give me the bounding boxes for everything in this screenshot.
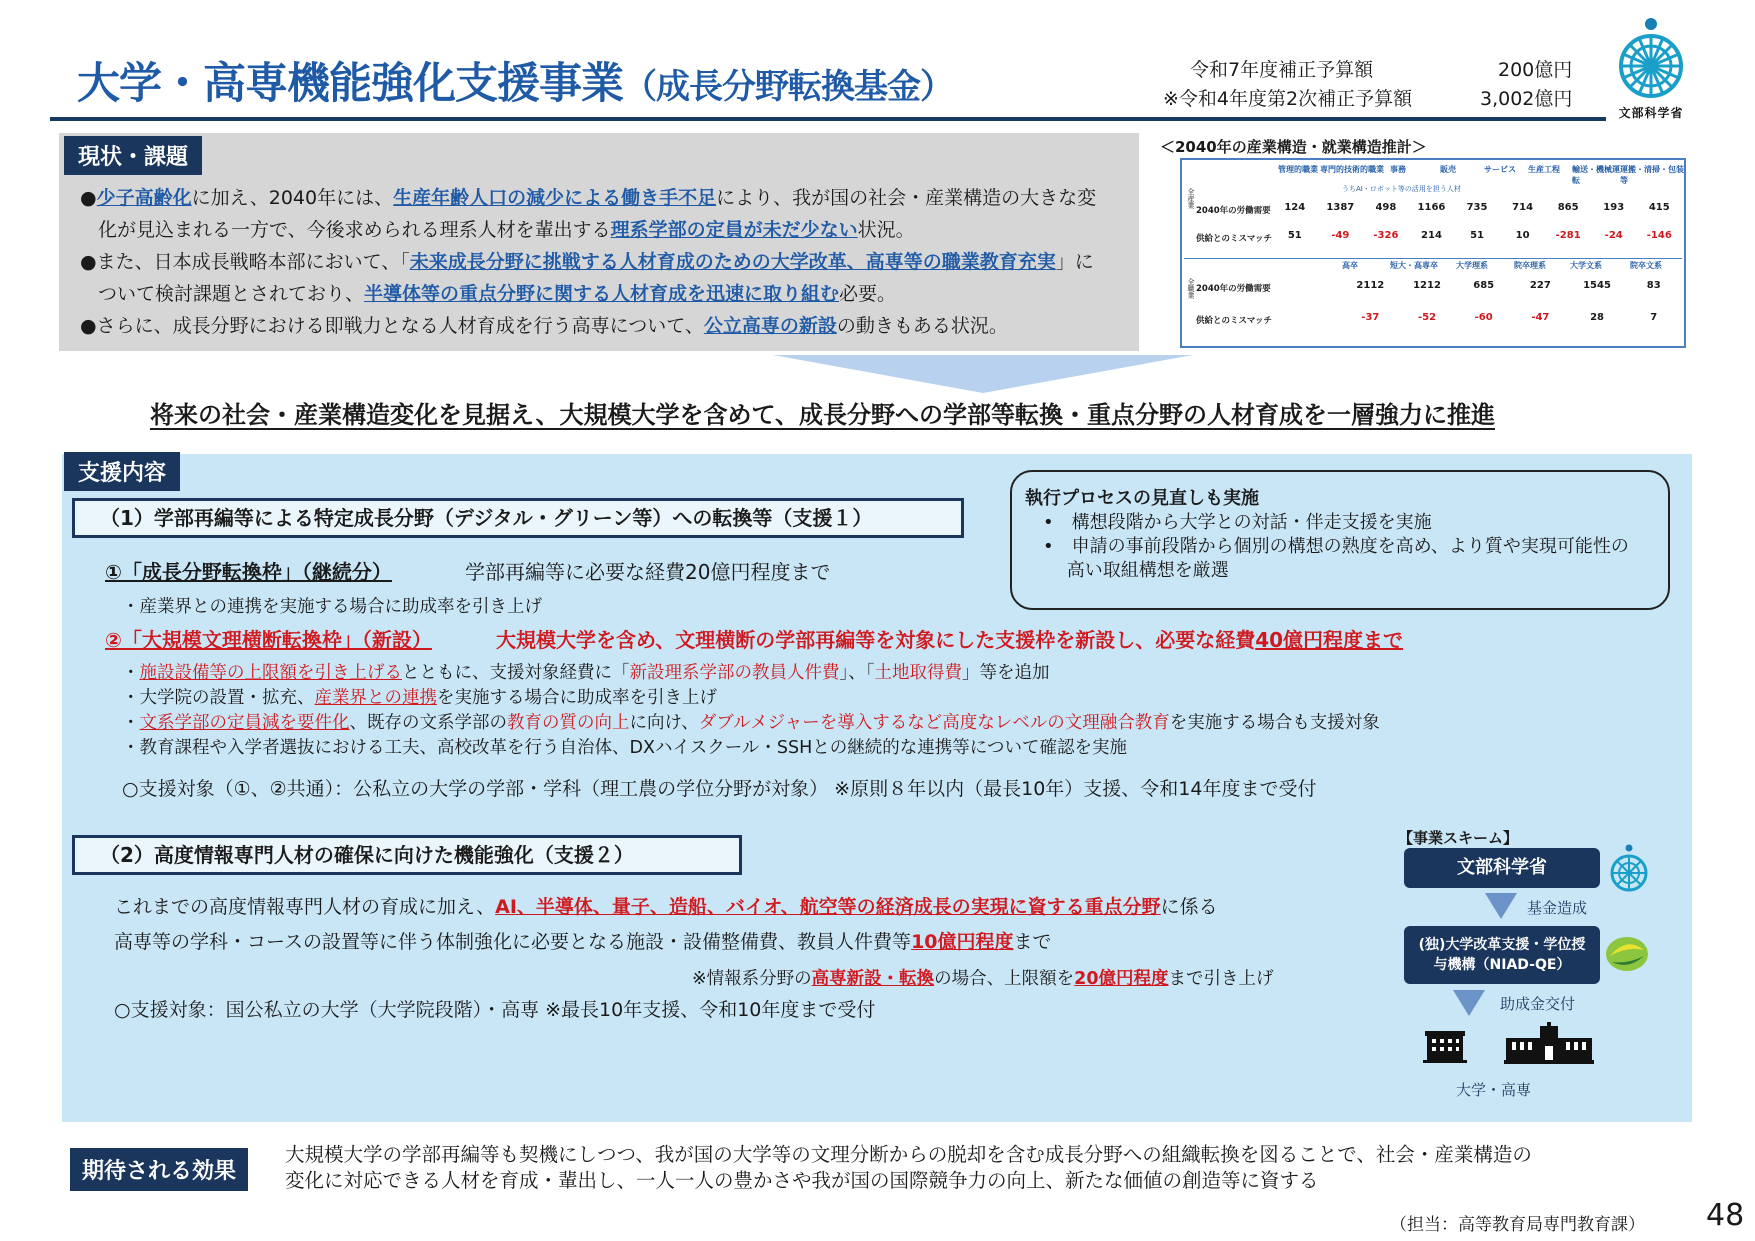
support-1-heading: （1）学部再編等による特定成長分野（デジタル・グリーン等）への転換等（支援１） (72, 498, 964, 538)
top-header: 運搬・清掃・包装等 (1620, 165, 1684, 185)
bullet-4: ・教育課程や入学者選抜における工夫、高校改革を行う自治体、DXハイスクール・SSHとの継続的な連携等について確認を実施 (122, 738, 1127, 758)
top-rows-mismatch-cell: -326 (1373, 230, 1399, 241)
support-tag: 支援内容 (64, 452, 180, 491)
scheme-label: 【事業スキーム】 (1398, 829, 1519, 847)
labor-projection-table (1180, 158, 1686, 348)
bottom-header: 院卒文系 (1630, 261, 1662, 270)
top-rows-demand-cell: 714 (1512, 202, 1534, 213)
process-note (1025, 487, 1629, 583)
scheme-niad-box: (独)大学改革支援・学位授 与機構（NIAD-QE） (1404, 926, 1600, 984)
top-rows-mismatch-cell: -146 (1646, 230, 1672, 241)
current-line-5: ●さらに、成長分野における即戦力となる人材育成を行う高専について、公立高専の新設の動きもある状況。 (80, 315, 1008, 337)
bullet-1: ・施設設備等の上限額を引き上げるとともに、支援対象経費に「新設理系学部の教員人件費」、「土地取得費」等を追加 (122, 663, 1050, 683)
scheme-arrow-1-label: 基金造成 (1527, 899, 1588, 917)
process-item: • 構想段階から大学との対話・伴走支援を実施 (1043, 512, 1432, 533)
top-rows-mismatch-cell: 214 (1421, 230, 1442, 241)
process-item: • 申請の事前段階から個別の構想の熟度を高め、より質や実現可能性の (1043, 536, 1629, 557)
support-target-1: ○支援対象（①、②共通）：公私立の大学の学部・学科（理工農の学位分野が対象） ※原則８年以内（最長10年）支援、令和14年度まで受付 (122, 778, 1317, 800)
mext-emblem-icon (1615, 14, 1687, 104)
item2-title: ②「大規模文理横断転換枠」（新設） (105, 628, 432, 652)
top-demand-label: 2040年の労働需要 (1196, 206, 1271, 216)
top-header: 生産工程 (1528, 165, 1560, 174)
university-building-icon (1423, 1025, 1467, 1063)
mext-small-logo-icon (1605, 843, 1653, 893)
title-divider (50, 117, 1606, 121)
scheme-arrow-2-label: 助成金交付 (1500, 995, 1576, 1013)
item1-desc: 学部再編等に必要な経費20億円程度まで (465, 560, 831, 584)
top-header: サービス (1484, 165, 1516, 174)
current-line-4: ついて検討課題とされており、半導体等の重点分野に関する人材育成を迅速に取り組む必要。 (98, 283, 897, 305)
bottom-rows-mismatch-cell: 28 (1590, 312, 1604, 323)
budget-value-2: 3,002億円 (1480, 88, 1573, 110)
budget-value-1: 200億円 (1498, 59, 1573, 81)
bottom-rows-demand-cell: 685 (1473, 280, 1495, 291)
top-rows-mismatch-cell: -24 (1604, 230, 1623, 241)
budget-label-2: ※令和4年度第2次補正予算額 (1163, 88, 1413, 110)
bottom-rows-demand-cell: 83 (1646, 280, 1661, 291)
current-line-3: ●また、日本成長戦略本部において、「未来成長分野に挑戦する人材育成のための大学改革、高専等の職業教育充実」に (80, 251, 1094, 273)
top-mismatch-label: 供給とのミスマッチ (1196, 234, 1272, 244)
down-arrow-icon (773, 355, 1193, 393)
item1-note: ・産業界との連携を実施する場合に助成率を引き上げ (122, 597, 542, 617)
headline: 将来の社会・産業構造変化を見据え、大規模大学を含めて、成長分野への学部等転換・重点分野の人材育成を一層強力に推進 (150, 401, 1495, 429)
scheme-arrow-2-icon (1453, 990, 1485, 1016)
bottom-mismatch-label: 供給とのミスマッチ (1196, 316, 1272, 326)
scheme-bottom-label: 大学・高専 (1456, 1081, 1532, 1099)
top-rows-demand-cell: 865 (1557, 202, 1579, 213)
effect-tag: 期待される効果 (70, 1148, 248, 1191)
bottom-header: 高卒 (1342, 261, 1358, 270)
support2-line-2: 高専等の学科・コースの設置等に伴う体制強化に必要となる施設・設備整備費、教員人件費等10億円程度まで (114, 931, 1052, 953)
current-line-1: ●少子高齢化に加え、2040年には、生産年齢人口の減少による働き手不足により、我が国の社会・産業構造の大きな変 (80, 187, 1097, 209)
top-rows-demand-cell: 1166 (1417, 202, 1446, 213)
niad-logo-icon (1604, 934, 1650, 974)
bottom-rows-mismatch-cell: -52 (1417, 312, 1437, 323)
bottom-rows-mismatch-cell: 7 (1650, 312, 1658, 323)
top-header: 販売 (1440, 165, 1456, 174)
logo-caption: 文部科学省 (1618, 106, 1684, 120)
top-rows-mismatch-cell: 10 (1515, 230, 1530, 241)
page-number: 48 (1706, 1198, 1745, 1233)
top-header: 専門的技術的職業 (1320, 165, 1384, 174)
bottom-rows-demand-cell: 1212 (1413, 280, 1441, 291)
scheme-mext-box: 文部科学省 (1404, 848, 1600, 888)
bottom-header: 大学理系 (1456, 261, 1488, 270)
bottom-header: 大学文系 (1570, 261, 1602, 270)
top-rows-mismatch-cell: -49 (1331, 230, 1350, 241)
support-target-2: ○支援対象：国公私立の大学（大学院段階）・高専 ※最長10年支援、令和10年度まで受付 (114, 999, 876, 1021)
mext-logo (1615, 14, 1687, 126)
bottom-demand-label: 2040年の労働需要 (1196, 284, 1271, 294)
top-rows-mismatch-cell: -281 (1555, 230, 1581, 241)
top-sub-header: うちAI・ロボット等の活用を担う人材 (1342, 185, 1461, 193)
top-rows-demand-cell: 124 (1284, 202, 1306, 213)
footer-contact: （担当：高等教育局専門教育課） (1390, 1215, 1645, 1235)
college-building-icon (1504, 1022, 1594, 1064)
top-side-label: 全産業 (1187, 188, 1195, 209)
support-2-heading: （2）高度情報専門人材の確保に向けた機能強化（支援２） (72, 835, 742, 875)
bottom-rows-mismatch-cell: -60 (1474, 312, 1493, 323)
process-item: 高い取組構想を厳選 (1043, 560, 1229, 581)
support2-line-3: ※情報系分野の高専新設・転換の場合、上限額を20億円程度まで引き上げ (692, 969, 1274, 989)
bullet-2: ・大学院の設置・拡充、産業界との連携を実施する場合に助成率を引き上げ (122, 688, 717, 708)
budget-label-1: 令和7年度補正予算額 (1190, 59, 1374, 81)
bottom-rows-demand-cell: 1545 (1583, 280, 1611, 291)
top-header: 管理的職業 (1278, 165, 1318, 174)
item2-desc: 大規模大学を含め、文理横断の学部再編等を対象にした支援枠を新設し、必要な経費40億円程度まで (496, 628, 1404, 652)
top-rows-mismatch (1272, 230, 1682, 241)
bottom-rows-demand-cell: 2112 (1356, 280, 1385, 291)
bottom-rows-mismatch (1342, 312, 1682, 323)
top-rows-demand-cell: 193 (1603, 202, 1625, 213)
scheme-arrow-1-icon (1485, 893, 1517, 919)
bottom-side-label: 全職業 (1187, 278, 1195, 299)
bottom-rows-mismatch-cell: -37 (1361, 312, 1380, 323)
bottom-rows-demand-cell: 227 (1529, 280, 1551, 291)
top-rows-mismatch-cell: 51 (1287, 230, 1302, 241)
top-rows-mismatch-cell: 51 (1470, 230, 1484, 241)
bottom-header: 院卒理系 (1514, 261, 1546, 270)
bottom-rows-mismatch-cell: -47 (1531, 312, 1550, 323)
current-text (80, 182, 1140, 342)
support2-line-1: これまでの高度情報専門人材の育成に加え、AI、半導体、量子、造船、バイオ、航空等の経済成長の実現に資する重点分野に係る (114, 896, 1218, 918)
current-line-2: 化が見込まれる一方で、今後求められる理系人材を輩出する理系学部の定員が未だ少ない状況。 (98, 219, 915, 241)
page-title: 大学・高専機能強化支援事業（成長分野転換基金） (77, 59, 953, 109)
bullet-3: ・文系学部の定員減を要件化、既存の文系学部の教育の質の向上に向け、ダブルメジャーを導入するなど高度なレベルの文理融合教育を実施する場合も支援対象 (122, 713, 1380, 733)
process-title: 執行プロセスの見直しも実施 (1025, 488, 1259, 509)
top-rows-demand-cell: 1387 (1326, 202, 1355, 213)
effect-text: 大規模大学の学部再編等も契機にしつつ、我が国の大学等の文理分断からの脱却を含む成長分野への組織転換を図ることで、社会・産業構造の 変化に対応できる人材を育成・輩出し、一人一人の豊かさや我が国の国際競争力の向上、新たな価値の創造等に資する (285, 1143, 1532, 1192)
bottom-rows-demand (1342, 280, 1682, 291)
top-rows-demand-cell: 735 (1466, 202, 1488, 213)
top-rows-demand (1272, 202, 1682, 213)
item1-title: ①「成長分野転換枠」（継続分） (105, 560, 392, 584)
chart-title: ＜2040年の産業構造・就業構造推計＞ (1160, 138, 1427, 156)
top-header: 事務 (1390, 165, 1406, 174)
top-rows-demand-cell: 498 (1375, 202, 1397, 213)
top-header: 輸送・機械運転 (1572, 165, 1620, 185)
current-tag: 現状・課題 (64, 136, 202, 175)
top-rows-demand-cell: 415 (1648, 202, 1670, 213)
bottom-header: 短大・高専卒 (1390, 261, 1438, 270)
